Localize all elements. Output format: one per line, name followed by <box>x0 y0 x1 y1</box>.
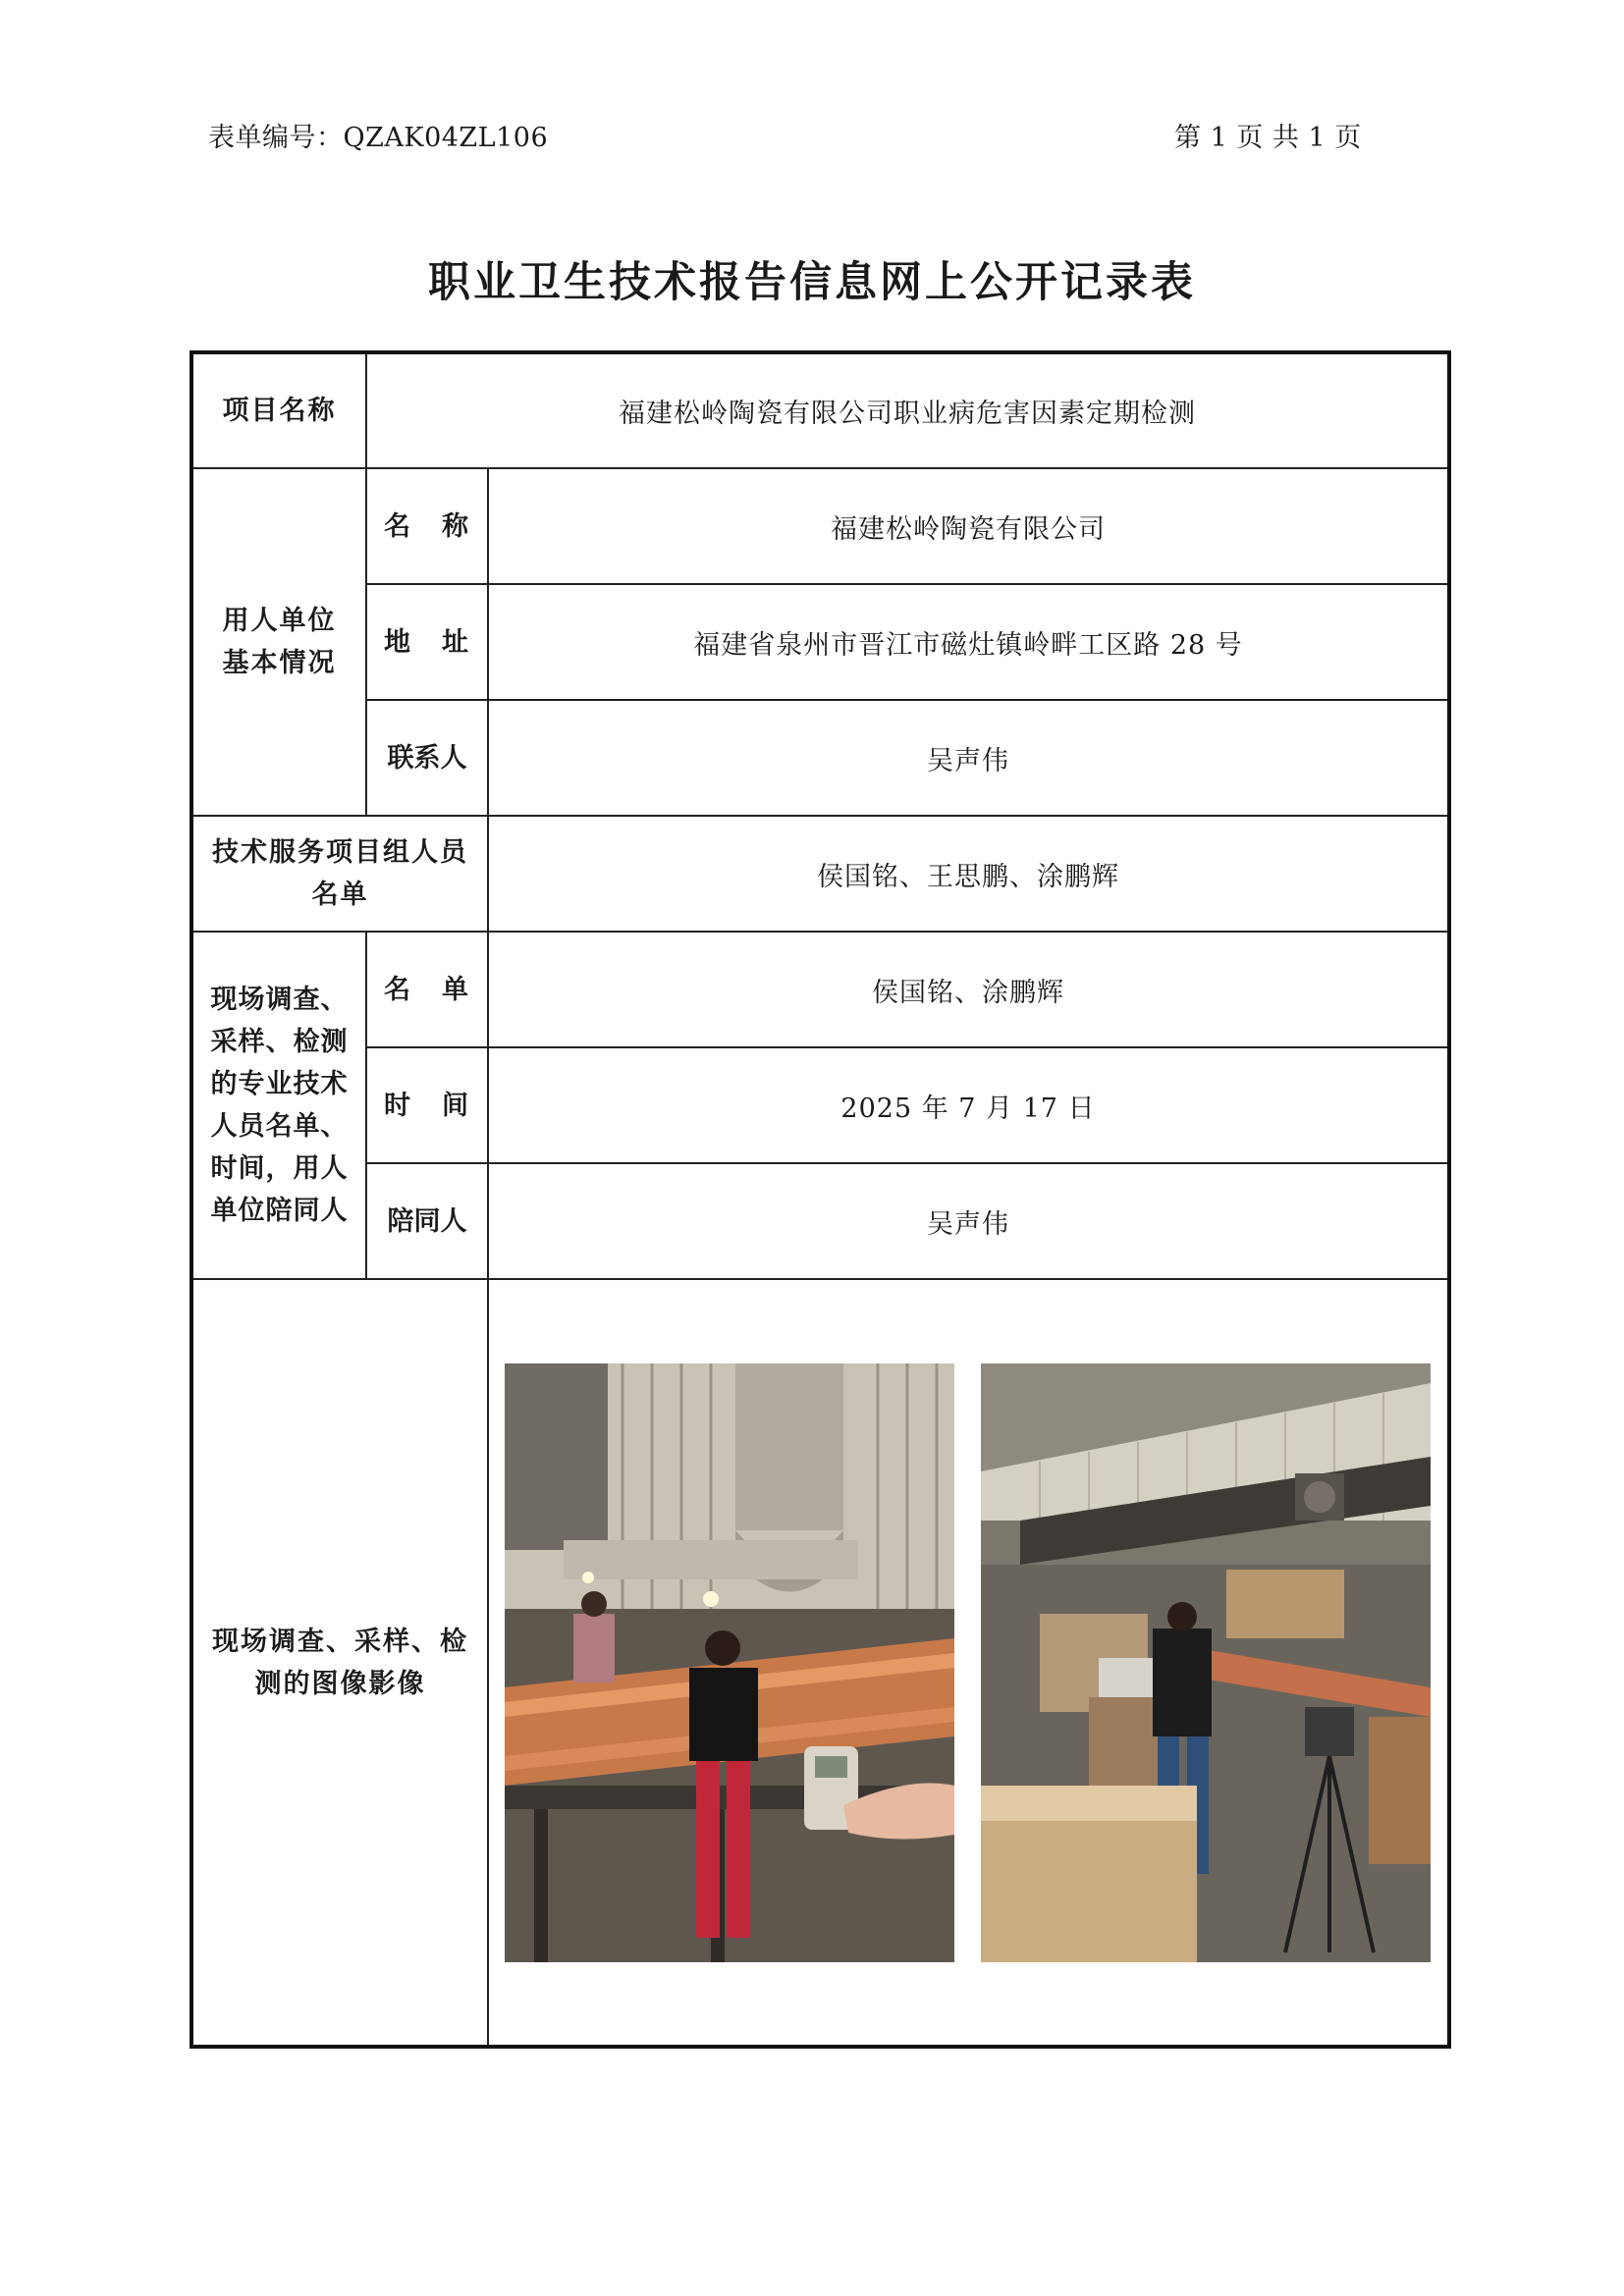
value-employer-address: 福建省泉州市晋江市磁灶镇岭畔工区路 28 号 <box>488 584 1449 700</box>
label-address-char2: 址 <box>442 626 470 658</box>
label-survey-escort: 陪同人 <box>366 1163 488 1279</box>
label-survey-line6: 单位陪同人 <box>210 1196 349 1226</box>
row-survey-escort <box>191 1163 1449 1279</box>
factory-photo-conveyor-image <box>505 1363 954 1962</box>
label-name-char2: 称 <box>442 510 470 542</box>
label-employer-contact: 联系人 <box>366 700 488 816</box>
row-employer-address <box>191 584 1449 700</box>
value-survey-list: 侯国铭、涂鹏辉 <box>488 932 1449 1047</box>
row-employer-name <box>191 468 1449 584</box>
label-survey-line3: 的专业技术 <box>210 1069 349 1099</box>
label-site-images <box>191 1279 488 2047</box>
label-survey-info <box>191 932 366 1279</box>
row-team-members <box>191 816 1449 932</box>
label-time-char2: 间 <box>442 1090 470 1121</box>
row-site-images <box>191 1279 1449 2047</box>
value-team-members: 侯国铭、王思鹏、涂鹏辉 <box>488 816 1449 932</box>
label-survey-list <box>366 932 488 1047</box>
label-survey-line1: 现场调查、 <box>210 985 349 1015</box>
value-project-name: 福建松岭陶瓷有限公司职业病危害因素定期检测 <box>366 352 1449 468</box>
label-time-char1: 时 <box>384 1090 412 1121</box>
label-survey-line2: 采样、检测 <box>210 1027 349 1057</box>
value-employer-contact: 吴声伟 <box>488 700 1449 816</box>
page-indicator: 第 1 页 共 1 页 <box>1174 123 1362 153</box>
site-photo-2 <box>981 1363 1431 1962</box>
label-survey-line5: 时间，用人 <box>210 1153 349 1184</box>
row-project-name <box>191 352 1449 468</box>
label-employer-info <box>191 468 366 816</box>
record-table <box>189 350 1451 2049</box>
label-employer-name <box>366 468 488 584</box>
label-project-name: 项目名称 <box>191 352 366 468</box>
label-name-char1: 名 <box>384 510 412 542</box>
page-title: 职业卫生技术报告信息网上公开记录表 <box>428 258 1196 307</box>
label-employer-address <box>366 584 488 700</box>
label-survey-line4: 人员名单、 <box>210 1111 349 1142</box>
label-images-line1: 现场调查、采样、检 <box>212 1626 468 1657</box>
site-images-cell <box>488 1279 1449 2047</box>
label-team-line1: 技术服务项目组人员 <box>212 837 468 868</box>
form-number: 表单编号：QZAK04ZL106 <box>208 123 549 153</box>
label-employer-line2: 基本情况 <box>222 648 337 678</box>
factory-photo-packing-image <box>981 1363 1431 1962</box>
row-survey-time <box>191 1047 1449 1163</box>
label-address-char1: 地 <box>384 626 412 658</box>
label-team-line2: 名单 <box>311 880 369 910</box>
value-survey-escort: 吴声伟 <box>488 1163 1449 1279</box>
label-employer-line1: 用人单位 <box>222 606 337 636</box>
site-photo-1 <box>505 1363 954 1962</box>
label-list-char2: 单 <box>442 974 470 1005</box>
label-list-char1: 名 <box>384 974 412 1005</box>
label-images-line2: 测的图像影像 <box>254 1668 426 1699</box>
label-survey-time <box>366 1047 488 1163</box>
value-employer-name: 福建松岭陶瓷有限公司 <box>488 468 1449 584</box>
value-survey-time: 2025 年 7 月 17 日 <box>488 1047 1449 1163</box>
row-survey-staff <box>191 932 1449 1047</box>
row-employer-contact <box>191 700 1449 816</box>
label-team-members <box>191 816 488 932</box>
